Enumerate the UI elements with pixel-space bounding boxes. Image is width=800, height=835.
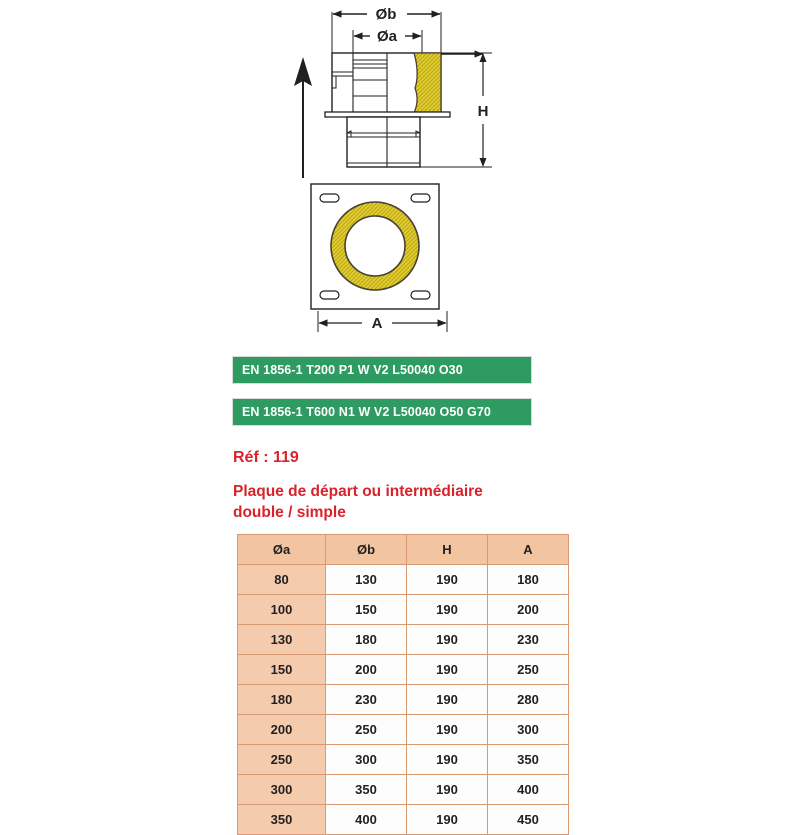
table-row bbox=[238, 595, 569, 625]
table-cell: 130 bbox=[238, 625, 326, 655]
technical-drawing bbox=[0, 0, 800, 345]
table-cell: 100 bbox=[238, 595, 326, 625]
certification-banner-1 bbox=[232, 356, 532, 384]
product-title-line-1: Plaque de départ ou intermédiaire bbox=[233, 483, 483, 500]
table-cell: 400 bbox=[326, 805, 407, 835]
page-title bbox=[233, 481, 583, 523]
table-cell: 300 bbox=[488, 715, 569, 745]
table-row bbox=[238, 655, 569, 685]
table-cell: 190 bbox=[407, 595, 488, 625]
table-cell: 250 bbox=[238, 745, 326, 775]
table-cell: 150 bbox=[238, 655, 326, 685]
table-cell: 450 bbox=[488, 805, 569, 835]
plan-view bbox=[311, 184, 447, 332]
dimension-a bbox=[318, 311, 447, 332]
table-cell: 300 bbox=[326, 745, 407, 775]
product-reference: Réf : 119 bbox=[233, 449, 299, 466]
table-cell: 150 bbox=[326, 595, 407, 625]
table-row bbox=[238, 625, 569, 655]
mounting-slot bbox=[411, 291, 430, 299]
column-header-oa: Øa bbox=[238, 535, 326, 565]
certification-text: EN 1856-1 T200 P1 W V2 L50040 O30 bbox=[242, 363, 463, 377]
table-cell: 350 bbox=[238, 805, 326, 835]
table-row bbox=[238, 565, 569, 595]
table-cell: 190 bbox=[407, 685, 488, 715]
table-cell: 200 bbox=[488, 595, 569, 625]
dimensions-table bbox=[237, 534, 569, 835]
technical-drawing-svg bbox=[0, 0, 800, 345]
table-cell: 200 bbox=[326, 655, 407, 685]
flow-direction-arrow-up-icon bbox=[294, 57, 312, 178]
elevation-view bbox=[294, 6, 492, 178]
dimension-label-oa: Øa bbox=[376, 28, 398, 45]
table-header-row bbox=[238, 535, 569, 565]
table-cell: 400 bbox=[488, 775, 569, 805]
table-cell: 190 bbox=[407, 775, 488, 805]
table-row bbox=[238, 745, 569, 775]
column-header-ob: Øb bbox=[326, 535, 407, 565]
dimension-label-a: A bbox=[371, 315, 383, 332]
mounting-slot bbox=[320, 194, 339, 202]
table-cell: 190 bbox=[407, 565, 488, 595]
insulation-layer bbox=[414, 53, 441, 113]
table-cell: 190 bbox=[407, 745, 488, 775]
table-row bbox=[238, 805, 569, 835]
table-cell: 190 bbox=[407, 805, 488, 835]
table-cell: 190 bbox=[407, 625, 488, 655]
product-title-line-2: double / simple bbox=[233, 504, 346, 521]
table-row bbox=[238, 775, 569, 805]
mounting-slot bbox=[320, 291, 339, 299]
table-cell: 350 bbox=[326, 775, 407, 805]
table-cell: 250 bbox=[326, 715, 407, 745]
dimension-oa bbox=[353, 28, 422, 54]
table-cell: 190 bbox=[407, 715, 488, 745]
flange-plate bbox=[325, 112, 450, 117]
certification-text: EN 1856-1 T600 N1 W V2 L50040 O50 G70 bbox=[242, 405, 491, 419]
table-cell: 300 bbox=[238, 775, 326, 805]
table-cell: 180 bbox=[488, 565, 569, 595]
table-cell: 350 bbox=[488, 745, 569, 775]
table-cell: 280 bbox=[488, 685, 569, 715]
table-cell: 230 bbox=[488, 625, 569, 655]
table-cell: 180 bbox=[238, 685, 326, 715]
dimension-label-ob: Øb bbox=[375, 6, 397, 23]
certification-banner-2 bbox=[232, 398, 532, 426]
pipe-lower-spigot bbox=[347, 117, 420, 167]
table-cell: 190 bbox=[407, 655, 488, 685]
insulation-ring bbox=[331, 202, 419, 290]
table-cell: 250 bbox=[488, 655, 569, 685]
table-cell: 180 bbox=[326, 625, 407, 655]
table-cell: 130 bbox=[326, 565, 407, 595]
table-cell: 200 bbox=[238, 715, 326, 745]
table-row bbox=[238, 685, 569, 715]
dimension-label-h: H bbox=[477, 103, 489, 120]
table-cell: 80 bbox=[238, 565, 326, 595]
column-header-h: H bbox=[407, 535, 488, 565]
table-cell: 230 bbox=[326, 685, 407, 715]
mounting-slot bbox=[411, 194, 430, 202]
table-row bbox=[238, 715, 569, 745]
column-header-a: A bbox=[488, 535, 569, 565]
